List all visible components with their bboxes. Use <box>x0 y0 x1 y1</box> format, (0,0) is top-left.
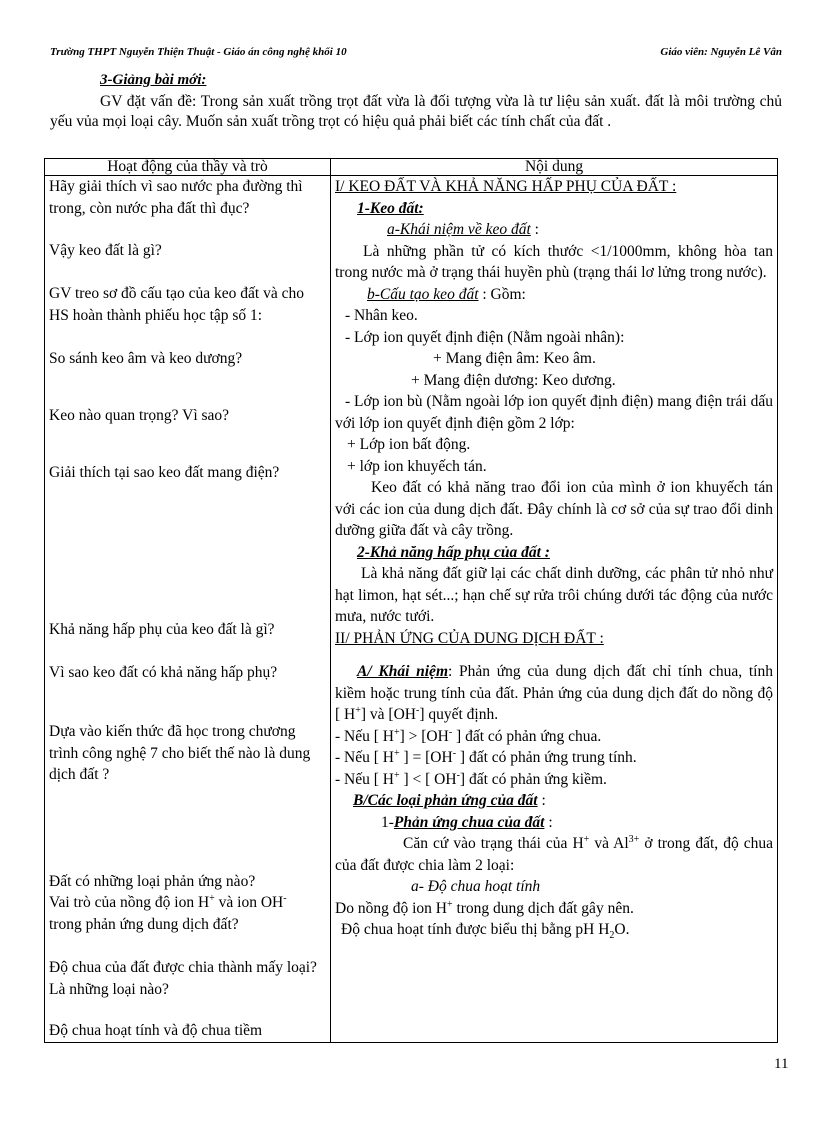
list-item: + lớp ion khuyếch tán. <box>347 457 487 475</box>
exchange-paragraph: Keo đất có khả năng trao đổi ion của mình ở ion khuyếch tán với các ion của dung dịch đất. Đây chính là cơ sở của sự trao đổi dinh dưỡng giữa đất và cây trồng. <box>335 479 773 539</box>
subsection-2-B: B/Các loại phản ứng của đất : <box>353 792 546 809</box>
page-header <box>50 46 782 66</box>
question-13: Độ chua hoạt tính và độ chua tiềm <box>49 1022 263 1039</box>
list-item: + Mang điện âm: Keo âm. <box>433 350 596 367</box>
question-9: Dựa vào kiến thức đã học trong chương trình công nghệ 7 cho biết thế nào là dung dịch đất ? <box>49 723 311 783</box>
question-8: Vì sao keo đất có khả năng hấp phụ? <box>49 664 278 681</box>
question-5: Keo nào quan trọng? Vì sao? <box>49 407 230 424</box>
subsection-1-1: 1-Keo đất: <box>357 199 424 217</box>
condition-acid: - Nếu [ H+] > [OH- ] đất có phản ứng chua. <box>335 726 602 745</box>
section-title: 3-Giảng bài mới: <box>100 72 207 88</box>
subsection-active-acidity: a- Độ chua hoạt tính <box>411 878 541 895</box>
teacher-activity-header: Hoạt động của thầy và trò <box>45 159 331 176</box>
table-body-row <box>45 176 778 1043</box>
condition-alkaline: - Nếu [ H+ ] < [ OH-] đất có phản ứng kiềm. <box>335 769 607 788</box>
acidity-classification: Căn cứ vào trạng thái của H+ và $Al^{3+}$ ở trong đất, độ chua của đất được chia làm 2 loại: <box>335 833 773 874</box>
content-header: Nội dung <box>331 159 778 176</box>
list-item: - Nhân keo. <box>345 307 418 324</box>
lesson-table <box>44 158 778 1043</box>
question-7: Khả năng hấp phụ của keo đất là gì? <box>49 621 275 638</box>
question-3: GV treo sơ đồ cấu tạo của keo đất và cho HS hoàn thành phiếu học tập số 1: <box>49 285 304 324</box>
reaction-definition: A/ Khái niệm: Phản ứng của dung dịch đất chỉ tính chua, tính kiềm hoặc trung tính của đất. Phản ứng của dung dịch đất do nồng độ [ H+] và [OH-] quyết định. <box>335 663 773 723</box>
subsection-2-B1: 1-Phản ứng chua của đất : <box>381 813 553 831</box>
keo-dat-definition: Là những phần tử có kích thước <1/1000mm, không hòa tan trong nước mà ở trạng thái huyền phù (trạng thái lơ lửng trong nước). <box>335 242 773 281</box>
list-item: + Lớp ion bất động. <box>347 436 471 453</box>
content-column <box>331 176 778 1043</box>
subsection-1-1b: b-Cấu tạo keo đất : Gồm: <box>367 285 526 303</box>
list-item: - Lớp ion bù (Nằm ngoài lớp ion quyết định điện) mang điện trái dấu với lớp ion quyết định điện gồm 2 lớp: <box>335 393 773 432</box>
page-number: 11 <box>774 1056 789 1072</box>
question-1: Hãy giải thích vì sao nước pha đường thì trong, còn nước pha đất thì đục? <box>49 178 303 217</box>
section-1-heading: I/ KEO ĐẤT VÀ KHẢ NĂNG HẤP PHỤ CỦA ĐẤT : <box>335 178 677 195</box>
question-6: Giải thích tại sao keo đất mang điện? <box>49 464 280 481</box>
subsection-1-2: 2-Khả năng hấp phụ của đất : <box>357 543 550 561</box>
adsorption-paragraph: Là khả năng đất giữ lại các chất dinh dưỡng, các phân tử nhỏ như hạt limon, hạt sét...; hạn chế sự rửa trôi chúng dưới tác động của nước mưa, nước tưới. <box>335 565 773 625</box>
active-acidity-ph: Độ chua hoạt tính được biểu thị bằng pH $H_2O$. <box>341 921 630 942</box>
table-header-row <box>45 159 778 176</box>
intro-paragraph: GV đặt vấn đề: Trong sản xuất trồng trọt đất vừa là đối tượng vừa là tư liệu sản xuất. đất là môi trường chủ yếu vủa mọi loại cây. Muốn sản xuất trồng trọt có hiệu quả phải biết các tính chất của đất . <box>50 93 782 130</box>
header-school: Trường THPT Nguyễn Thiện Thuật - Giáo án công nghệ khối 10 <box>50 46 347 58</box>
question-11: Vai trò của nồng độ ion H+ và ion OH- trong phản ứng dung dịch đất? <box>49 892 287 933</box>
condition-neutral: - Nếu [ H+ ] = [OH- ] đất có phản ứng trung tính. <box>335 747 637 766</box>
list-item: + Mang điện dương: Keo dương. <box>411 371 616 389</box>
header-teacher: Giáo viên: Nguyễn Lê Vân <box>660 46 782 58</box>
section-2-heading: II/ PHẢN ỨNG CỦA DUNG DỊCH ĐẤT : <box>335 629 604 647</box>
question-10: Đất có những loại phản ứng nào? <box>49 873 256 890</box>
active-acidity-cause: Do nồng độ ion H+ trong dung dịch đất gây nên. <box>335 898 634 917</box>
questions-column <box>45 176 331 1043</box>
question-2: Vậy keo đất là gì? <box>49 242 162 259</box>
question-12: Độ chua của đất được chia thành mấy loại? Là những loại nào? <box>49 959 317 998</box>
subsection-1-1a: a-Khái niệm về keo đất : <box>387 221 539 238</box>
list-item: - Lớp ion quyết định điện (Nằm ngoài nhân): <box>345 328 625 346</box>
question-4: So sánh keo âm và keo dương? <box>49 350 243 367</box>
